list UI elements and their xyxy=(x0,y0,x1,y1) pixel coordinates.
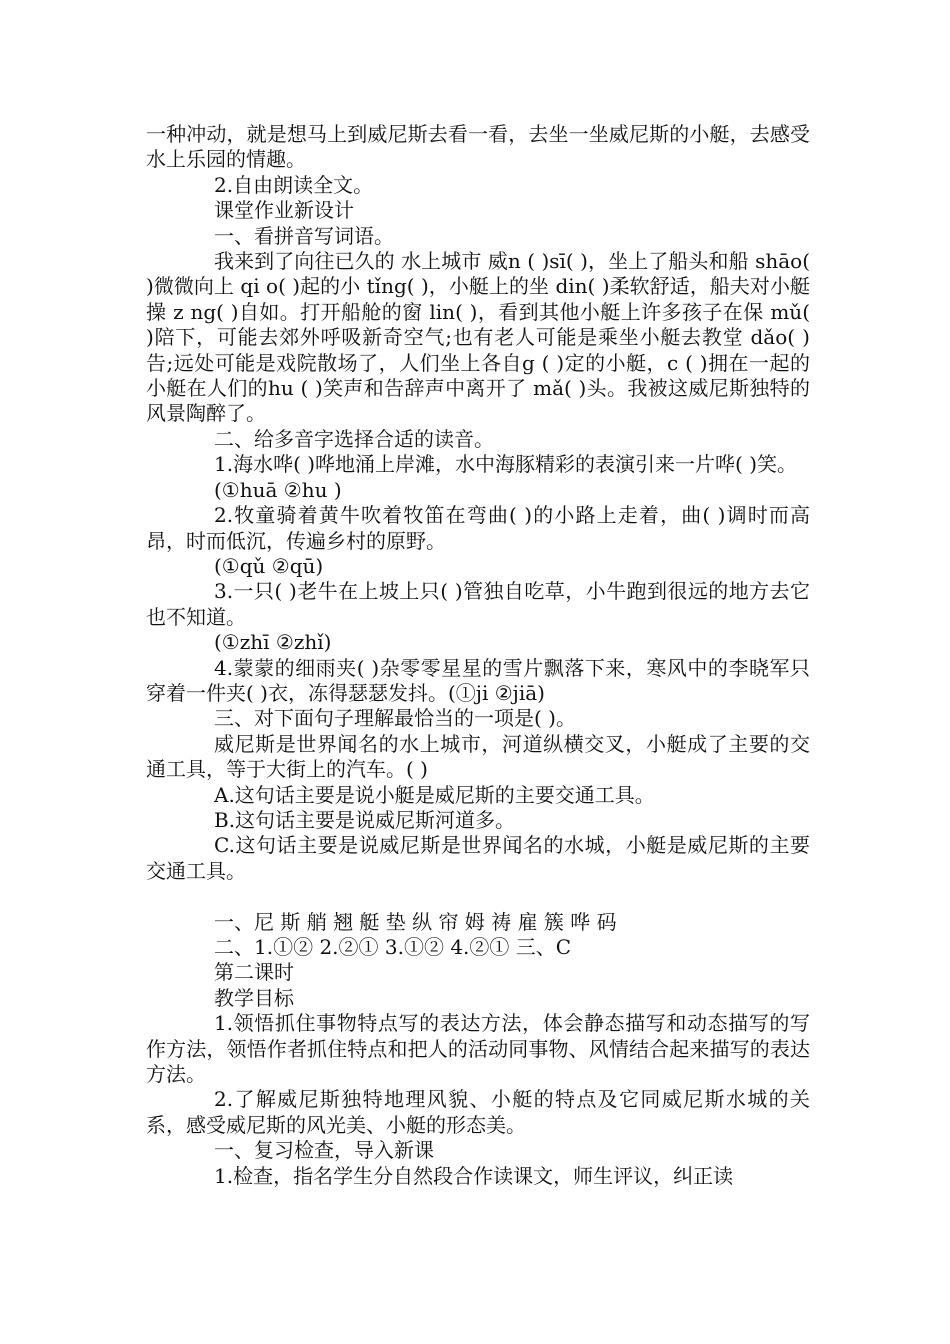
answer-key-part-2: 二、1.①② 2.②① 3.①② 4.②① 三、C xyxy=(214,934,572,959)
section-heading-second-lesson: 第二课时 xyxy=(214,960,294,985)
polyphone-question-4: 4.蒙蒙的细雨夹( )杂零零星星的雪片飘落下来，寒风中的李晓军只穿着一件夹( )衣，冻得瑟瑟发抖。(①ji ②jiā) xyxy=(146,655,810,705)
document-body xyxy=(146,122,817,1189)
polyphone-options-2: (①qǔ ②qū) xyxy=(214,553,324,578)
paragraph-read-aloud: 2.自由朗读全文。 xyxy=(214,172,374,197)
section-heading-homework: 课堂作业新设计 xyxy=(214,198,354,223)
comprehension-sentence: 威尼斯是世界闻名的水上城市，河道纵横交叉，小艇成了主要的交通工具，等于大街上的汽车。( ) xyxy=(146,731,810,782)
exercise-pinyin-passage: 我来到了向往已久的 水上城市 威n ( )sī( )，坐上了船头和船 shāo( )微微向上 qi o( )起的小 tǐng( )，小艇上的坐 din( )柔软舒适，船夫对小艇操 z ng( )自如。打开船舱的窗 lin( )，看到其他小艇上许多孩子在保 mǔ( )陪下，可能去郊外呼吸新奇空气;也有老人可能是乘坐小艇去教堂 dǎo( )告;远处可能是戏院散场了，人们坐上各自g ( )定的小艇，c ( )拥在一起的小艇在人们的hu ( )笑声和告辞声中离开了 mǎ( )头。我被这威尼斯独特的风景陶醉了。 xyxy=(146,249,817,426)
polyphone-question-1: 1.海水哗( )哗地涌上岸滩，水中海豚精彩的表演引来一片哗( )笑。 xyxy=(214,452,798,477)
section-heading-objectives: 教学目标 xyxy=(214,985,294,1010)
exercise-heading-pinyin: 一、看拼音写词语。 xyxy=(214,223,394,248)
step-heading-review: 一、复习检查，导入新课 xyxy=(214,1138,434,1163)
comprehension-option-b: B.这句话主要是说威尼斯河道多。 xyxy=(214,807,516,832)
polyphone-options-1: (①huā ②hu ) xyxy=(214,477,342,502)
blank-line xyxy=(146,884,810,909)
objective-1: 1.领悟抓住事物特点写的表达方法，体会静态描写和动态描写的写作方法，领悟作者抓住特点和把人的活动同事物、风情结合起来描写的表达方法。 xyxy=(146,1011,810,1087)
polyphone-question-2: 2.牧童骑着黄牛吹着牧笛在弯曲( )的小路上走着，曲( )调时而高昂，时而低沉，传遍乡村的原野。 xyxy=(146,503,810,553)
exercise-heading-comprehension: 三、对下面句子理解最恰当的一项是( )。 xyxy=(214,706,576,731)
exercise-heading-polyphone: 二、给多音字选择合适的读音。 xyxy=(214,426,494,451)
comprehension-option-a: A.这句话主要是说小艇是威尼斯的主要交通工具。 xyxy=(214,782,655,807)
comprehension-option-c: C.这句话主要是说威尼斯是世界闻名的水城，小艇是威尼斯的主要交通工具。 xyxy=(146,833,810,883)
answer-key-part-1: 一、尼 斯 艄 翘 艇 垫 纵 帘 姆 祷 雇 簇 哗 码 xyxy=(214,909,617,934)
polyphone-options-3: (①zhī ②zhǐ) xyxy=(214,630,332,655)
step-1-check: 1.检查，指名学生分自然段合作读课文，师生评议，纠正读 xyxy=(214,1163,734,1188)
polyphone-question-3: 3.一只( )老牛在上坡上只( )管独自吃草，小牛跑到很远的地方去它也不知道。 xyxy=(146,579,810,629)
paragraph-intro-continuation: 一种冲动，就是想马上到威尼斯去看一看，去坐一坐威尼斯的小艇，去感受水上乐园的情趣。 xyxy=(146,122,810,172)
objective-2: 2.了解威尼斯独特地理风貌、小艇的特点及它同威尼斯水城的关系，感受威尼斯的风光美、小艇的形态美。 xyxy=(146,1087,810,1137)
